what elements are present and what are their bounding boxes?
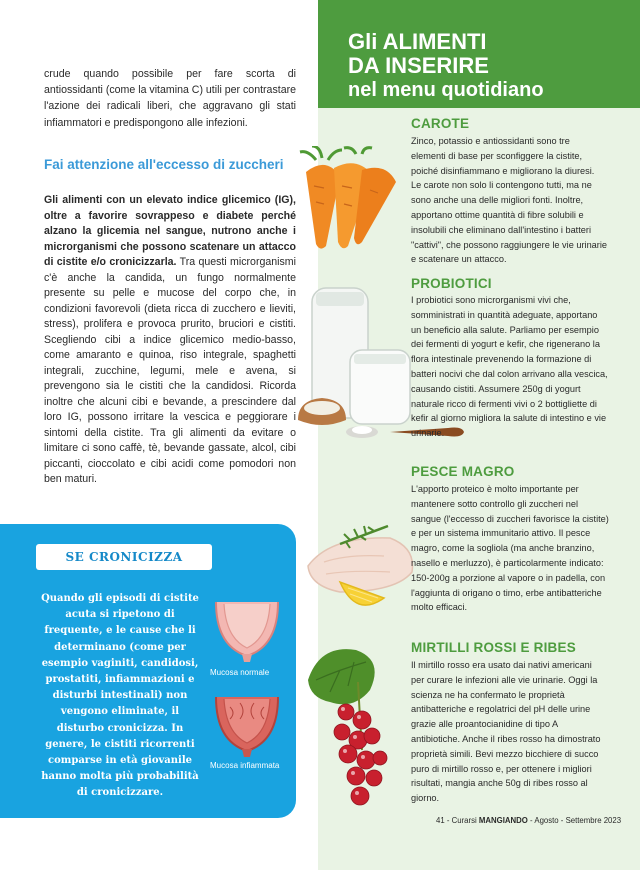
header-line-1: Gli ALIMENTI — [348, 29, 487, 54]
footer-magazine: MANGIANDO — [478, 816, 528, 825]
section-bold-lead: Gli alimenti con un elevato indice glicemico (IG), oltre a favorire sovrappeso e diabete perché alzano la glicemia nel sangue, nutrono anche i microrganismi che possono scatenare un attacco di cistite e/o cronicizzarla. — [44, 194, 296, 268]
food-title-mirtilli: MIRTILLI ROSSI E RIBES — [411, 640, 576, 655]
berries-illustration — [300, 640, 412, 816]
chronic-box-title: SE CRONICIZZA — [36, 544, 212, 570]
header-title — [348, 30, 544, 102]
inflamed-mucosa-illustration — [212, 693, 282, 757]
food-title-probiotici: PROBIOTICI — [411, 276, 492, 291]
intro-paragraph: crude quando possibile per fare scorta di antiossidanti (come la vitamina C) utili per contrastare l'azione dei radicali liberi, che aggravano gli stati infiammatori e predispongono alle infezioni. — [44, 68, 296, 129]
header-line-2: DA INSERIRE — [348, 53, 489, 78]
section-body — [44, 193, 296, 488]
chronic-box-text: Quando gli episodi di cistite acuta si ripetono di frequente, e le cause che li determinano (come per esempio vaginiti, candidosi, prostatiti, infiammazioni e disturbi intestinali) non vengono eliminate, il disturbo cronicizza. In genere, le cistiti ricorrenti comparse in età giovanile hanno molta più probabilità di cronicizzare. — [41, 593, 199, 799]
carrots-illustration — [286, 146, 412, 254]
food-text-carote: Zinco, potassio e antiossidanti sono tre elementi di base per sconfiggere la cistite, poiché disinfiammano e migliorano la diuresi. Le carote non solo li contengono tutti, ma ne sono anche una delle migliori fonti. Inoltre, apportano ottime quantità di fibre solubili e insolubili che eliminano dall'intestino i batteri "cattivi", che possono raggiungere le vie urinarie e scatenare un attacco. — [411, 136, 607, 265]
food-title-pesce: PESCE MAGRO — [411, 464, 515, 479]
header-line-3: nel menu quotidiano — [348, 79, 544, 101]
section-heading: Fai attenzione all'eccesso di zuccheri — [44, 157, 284, 172]
section-body-text: Tra questi microrganismi c'è anche la candida, un fungo normalmente presente su pelle e mucose del corpo che, in condizioni favorevoli (dieta ricca di zucchero e lieviti, stress), prolifera e provoca prurito, bruciori e cistiti. Scegliendo cibi a indice glicemico medio-basso, come amaranto e quinoa, riso integrale, spaghetti integrali, zucchine, legumi, mele e avena, si prevengono sia le cistiti che la candidosi. Ricorda inoltre che alcuni cibi e bevande, a prescindere dal loro IG, possono irritare la vescica e peggiorare i sintomi della cistite. Tra gli alimenti da evitare o limitare ci sono caffè, tè, bevande gassate, alcol, cibi piccanti, cioccolato e cibi acidi come pomodori non ben maturi. — [44, 256, 296, 485]
normal-mucosa-label: Mucosa normale — [210, 668, 270, 677]
footer-page: 41 - Curarsi — [436, 816, 477, 825]
page-footer — [436, 816, 621, 825]
food-text-pesce: L'apporto proteico è molto importante per mantenere sotto controllo gli zuccheri nel sangue (l'eccesso di zuccheri favorisce la cistite) e per un sistema immunitario attivo. Il pesce magro, come la sogliola (ma anche branzino, nasello e merluzzo), è particolarmente indicato: 150-200g a porzione al vapore o in padella, con l'aggiunta di origano o timo, erbe antibatteriche molto efficaci. — [411, 484, 609, 613]
fish-illustration — [300, 522, 424, 620]
footer-date: - Agosto - Settembre 2023 — [530, 816, 622, 825]
food-title-carote: CAROTE — [411, 116, 470, 131]
food-text-mirtilli: Il mirtillo rosso era usato dai nativi americani per curare le infezioni alle vie urinarie. Oggi la scienza ne ha confermato le proprietà antibatteriche e regolatrici del pH delle urine grazie alle proantocianidine di tipo A antibiotiche. Anche il ribes rosso ha dimostrato proprietà simili. Bevi mezzo bicchiere di succo puro di mirtillo rosso e, per ottenere i migliori risultati, mangia anche 50g di ribes rosso al giorno. — [411, 660, 601, 804]
normal-mucosa-illustration — [212, 598, 282, 662]
inflamed-mucosa-label: Mucosa infiammata — [210, 761, 280, 770]
food-text-probiotici: I probiotici sono microrganismi vivi che, somministrati in quantità adeguate, apportano un beneficio alla salute. Parliamo per esempio dei fermenti di yogurt e kefir, che rigenerano la flora intestinale prevenendo la formazione di batteri nocivi che dal colon arrivano alla vescica, causando cistiti. Assumere 250g di yogurt naturale ricco di fermenti vivi o 2 bottigliette di kefir al giorno migliora la salute di intestino e vie urinarie. — [411, 295, 608, 439]
